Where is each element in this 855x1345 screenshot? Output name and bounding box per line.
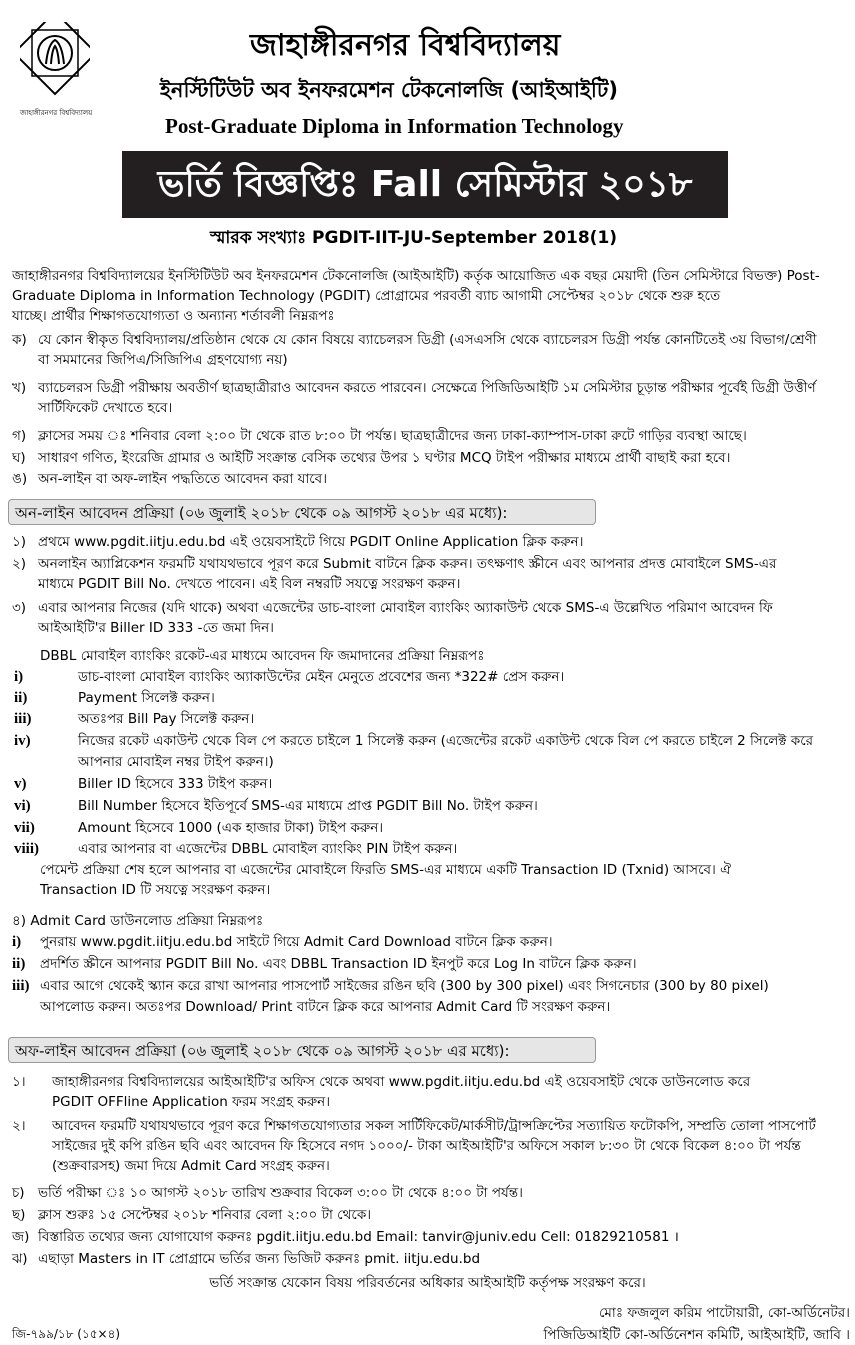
intro-line: যাচ্ছে। প্রার্থীর শিক্ষাগতযোগ্যতা ও অন্যান্য শর্তাবলী নিম্নরূপঃ [12, 308, 335, 324]
item-marker: vi) [14, 798, 31, 814]
dbbl-step [0, 796, 855, 817]
item-marker: iv) [14, 733, 31, 749]
item-line: প্রদর্শিত স্ক্রীনে আপনার PGDIT Bill No. এবং DBBL Transaction ID ইনপুট করে Log In বাটনে ক্লিক করুন। [40, 956, 637, 972]
admit-step [0, 954, 855, 975]
item-line: আবেদন ফরমটি যথাযথভাবে পূরণ করে শিক্ষাগতযোগ্যতার সকল সার্টিফিকেট/মার্কসীট/ট্রান্সক্রিপ্টের সত্যায়িত ফটোকপি, সম্প্রতি তোলা পাসপোর্ট [52, 1118, 816, 1134]
item-line: Biller ID হিসেবে 333 টাইপ করুন। [78, 776, 273, 792]
item-line: Bill Number হিসেবে ইতিপূর্বে SMS-এর মাধ্যমে প্রাপ্ত PGDIT Bill No. টাইপ করুন। [78, 798, 538, 814]
ad-code: জি-৭৯৯/১৮ (১৫×৪) [12, 1327, 121, 1341]
intro-line: জাহাঙ্গীরনগর বিশ্ববিদ্যালয়ের ইনস্টিটিউট অব ইনফরমেশন টেকনোলজি (আইআইটি) কর্তৃক আয়োজিত এক বছর মেয়াদী (তিন সেমিস্টারে বিভক্ত) Post- [12, 268, 820, 284]
note-line: Transaction ID টি সযত্নে সংরক্ষণ করুন। [40, 882, 271, 898]
item-marker: ঝ) [12, 1251, 28, 1267]
item-line: সাইজের দুই কপি রঙিন ছবি এবং আবেদন ফি হিসেবে নগদ ১০০০/- টাকা আইআইটি'র অফিসে সকাল ৮:৩০ টা থেকে বিকেল ৪:০০ টা পর্যন্ত [52, 1138, 801, 1154]
item-line: আপনার মোবাইল নম্বর টাইপ করুন।) [78, 754, 274, 770]
item-marker: ১। [12, 1074, 26, 1090]
admit-card-heading: ৪) Admit Card ডাউনলোড প্রক্রিয়া নিম্নরূপঃ [12, 913, 264, 929]
item-line: এবার আপনার বা এজেন্টের DBBL মোবাইল ব্যাংকিং PIN টাইপ করুন। [78, 841, 458, 857]
item-marker: ক) [12, 332, 27, 348]
item-line: প্রথমে www.pgdit.iitju.edu.bd এই ওয়েবসাইটে গিয়ে PGDIT Online Application ক্লিক করুন। [38, 534, 584, 550]
item-line: এবার আগে থেকেই স্ক্যান করে রাখা আপনার পাসপোর্ট সাইজের রঙিন ছবি (300 by 300 pixel) এবং সিগনেচার (300 by 80 pixel) [40, 978, 769, 994]
item-line: অতঃপর Bill Pay সিলেক্ট করুন। [78, 711, 255, 727]
item-line: আইআইটি'র Biller ID 333 -তে জমা দিন। [38, 620, 274, 636]
item-line: PGDIT OFFline Application ফরম সংগ্রহ করুন। [52, 1094, 331, 1110]
dbbl-heading: DBBL মোবাইল ব্যাংকিং রকেট-এর মাধ্যমে আবেদন ফি জমাদানের প্রক্রিয়া নিম্নরূপঃ [40, 648, 485, 664]
item-line: যে কোন স্বীকৃত বিশ্ববিদ্যালয়/প্রতিষ্ঠান থেকে যে কোন বিষয়ে ব্যাচেলরস ডিগ্রী (এসএসসি থেকে ব্যাচেলরস ডিগ্রী পর্যন্ত কোনটিতেই ৩য় বিভাগ/শ্রেণী [38, 332, 817, 348]
online-step [0, 554, 855, 594]
item-line: নিজের রকেট একাউন্ট থেকে বিল পে করতে চাইলে 1 সিলেক্ট করুন (এজেন্টের রকেট একাউন্ট থেকে বিল পে করতে চাইলে 2 সিলেক্ট করে [78, 733, 814, 749]
item-line: মাধ্যমে PGDIT Bill No. দেখতে পাবেন। এই বিল নম্বরটি সযত্নে সংরক্ষণ করুন। [38, 576, 461, 592]
item-marker: vii) [14, 820, 35, 836]
logo-caption: জাহাঙ্গীরনগর বিশ্ববিদ্যালয় [20, 108, 93, 117]
item-marker: চ) [12, 1185, 25, 1201]
item-line: আপলোড করুন। অতঃপর Download/ Print বাটনে ক্লিক করে আপনার Admit Card টি সংরক্ষণ করুন। [40, 999, 611, 1015]
offline-step [0, 1205, 855, 1225]
dbbl-step [0, 667, 855, 688]
item-marker: viii) [14, 841, 39, 857]
item-marker: গ) [12, 428, 27, 444]
intro-paragraph [12, 266, 844, 326]
item-marker: i) [14, 669, 24, 685]
item-marker: ছ) [12, 1207, 26, 1223]
item-marker: i) [12, 934, 22, 950]
online-process-heading: অন-লাইন আবেদন প্রক্রিয়া (০৬ জুলাই ২০১৮ থেকে ০৯ আগস্ট ২০১৮ এর মধ্যে): [8, 499, 596, 525]
item-line: জাহাঙ্গীরনগর বিশ্ববিদ্যালয়ের আইআইটি'র অফিস থেকে অথবা www.pgdit.iitju.edu.bd এই ওয়েবসাইট থেকে ডাউনলোড করে [52, 1074, 751, 1090]
offline-step [0, 1227, 855, 1247]
university-title: জাহাঙ্গীরনগর বিশ্ববিদ্যালয় [250, 28, 561, 63]
condition-item [0, 378, 855, 418]
intro-line: Graduate Diploma in Information Technology (PGDIT) প্রোগ্রামের পরবর্তী ব্যাচ আগামী সেপ্টেম্বর ২০১৮ থেকে শুরু হতে [12, 288, 721, 304]
item-marker: iii) [12, 978, 30, 994]
program-title: Post-Graduate Diploma in Information Technology [165, 114, 624, 138]
note-line: পেমেন্ট প্রক্রিয়া শেষ হলে আপনার বা এজেন্টের মোবাইলে ফিরতি SMS-এর মাধ্যমে একটি Transaction ID (Txnid) আসবে। ঐ [40, 862, 732, 878]
item-line: এছাড়া Masters in IT প্রোগ্রামে ভর্তির জন্য ভিজিট করুনঃ pmit. iitju.edu.bd [38, 1251, 481, 1267]
item-marker: খ) [12, 380, 27, 396]
item-marker: ঙ) [12, 471, 28, 487]
offline-step [0, 1183, 855, 1203]
offline-process-heading: অফ-লাইন আবেদন প্রক্রিয়া (০৬ জুলাই ২০১৮ থেকে ০৯ আগস্ট ২০১৮ এর মধ্যে): [8, 1037, 596, 1063]
item-line: ক্লাস শুরুঃ ১৫ সেপ্টেম্বর ২০১৮ শনিবার বেলা ২:০০ টা থেকে। [38, 1207, 372, 1223]
rights-note: ভর্তি সংক্রান্ত যেকোন বিষয় পরিবর্তনের অধিকার আইআইটি কর্তৃপক্ষ সংরক্ষণ করে। [209, 1275, 646, 1291]
memo-number: স্মারক সংখ্যাঃ PGDIT-IIT-JU-September 2018(1) [210, 228, 618, 248]
item-marker: ii) [12, 956, 26, 972]
item-marker: iii) [14, 711, 32, 727]
online-step [0, 532, 855, 552]
item-line: ভর্তি পরীক্ষা ঃ ১০ আগস্ট ২০১৮ তারিখ শুক্রবার বিকেল ৩:০০ টা থেকে ৪:০০ টা পর্যন্ত। [38, 1185, 523, 1201]
item-line: ক্লাসের সময় ঃ শনিবার বেলা ২:০০ টা থেকে রাত ৮:০০ টা পর্যন্ত। ছাত্রছাত্রীদের জন্য ঢাকা-ক্যাম্পাস-ঢাকা রুটে গাড়ির ব্যবস্থা আছে। [38, 428, 747, 444]
item-marker: ২। [12, 1118, 26, 1134]
coordinator-name: মোঃ ফজলুল করিম পাটোয়ারী, কো-অর্ডিনেটর। [598, 1305, 850, 1321]
item-line: বিস্তারিত তথ্যের জন্য যোগাযোগ করুনঃ pgdit.iitju.edu.bd Email: tanvir@juniv.edu Cell: 01829210581 । [38, 1229, 679, 1245]
item-line: Payment সিলেক্ট করুন। [78, 690, 215, 706]
item-marker: জ) [12, 1229, 30, 1245]
condition-item [0, 448, 855, 468]
offline-step [0, 1249, 855, 1269]
dbbl-step [0, 839, 855, 860]
admit-step [0, 976, 855, 1018]
item-marker: ii) [14, 690, 28, 706]
dbbl-step [0, 709, 855, 730]
committee-name: পিজিডিআইটি কো-অর্ডিনেশন কমিটি, আইআইটি, জাবি । [543, 1327, 850, 1343]
dbbl-step [0, 774, 855, 795]
item-marker: v) [14, 776, 27, 792]
condition-item [0, 469, 855, 489]
item-line: ডাচ-বাংলা মোবাইল ব্যাংকিং অ্যাকাউন্টের মেইন মেনুতে প্রবেশের জন্য *322# প্রেস করুন। [78, 669, 565, 685]
item-marker: ৩) [12, 600, 27, 616]
dbbl-step [0, 818, 855, 839]
item-line: অন-লাইন বা অফ-লাইন পদ্ধতিতে আবেদন করা যাবে। [38, 471, 328, 487]
item-line: বা সমমানের জিপিএ/সিজিপিএ গ্রহণযোগ্য নয়) [38, 352, 288, 368]
admit-step [0, 932, 855, 953]
item-marker: ঘ) [12, 450, 26, 466]
item-line: এবার আপনার নিজের (যদি থাকে) অথবা এজেন্টের ডাচ-বাংলা মোবাইল ব্যাংকিং অ্যাকাউন্ট থেকে SMS-এ উল্লেখিত পরিমাণ আবেদন ফি [38, 600, 773, 616]
item-line: পুনরায় www.pgdit.iitju.edu.bd সাইটে গিয়ে Admit Card Download বাটনে ক্লিক করুন। [40, 934, 553, 950]
institute-title: ইনস্টিটিউট অব ইনফরমেশন টেকনোলজি (আইআইটি) [160, 78, 618, 102]
online-step [0, 598, 855, 638]
university-logo [20, 22, 93, 117]
admission-banner: ভর্তি বিজ্ঞপ্তিঃ Fall সেমিস্টার ২০১৮ [122, 151, 728, 218]
item-marker: ১) [12, 534, 27, 550]
item-line: ব্যাচেলরস ডিগ্রী পরীক্ষায় অবতীর্ণ ছাত্রছাত্রীরাও আবেদন করতে পারবেন। সেক্ষেত্রে পিজিডিআইটি ১ম সেমিস্টার চূড়ান্ত পরীক্ষার পূর্বেই ডিগ্রী উত্তীর্ণ [38, 380, 816, 396]
dbbl-step [0, 731, 855, 773]
item-line: Amount হিসেবে 1000 (এক হাজার টাকা) টাইপ করুন। [78, 820, 384, 836]
offline-step [0, 1072, 855, 1112]
dbbl-note [40, 860, 846, 900]
item-line: সাধারণ গণিত, ইংরেজি গ্রামার ও আইটি সংক্রান্ত বেসিক তথ্যের উপর ১ ঘণ্টার MCQ টাইপ পরীক্ষার মাধ্যমে প্রার্থী বাছাই করা হবে। [38, 450, 731, 466]
dbbl-step [0, 688, 855, 709]
item-marker: ২) [12, 556, 27, 572]
item-line: অনলাইন অ্যাপ্লিকেশন ফরমটি যথাযথভাবে পূরণ করে Submit বাটনে ক্লিক করুন। তৎক্ষণাৎ স্ক্রীনে এবং আপনার প্রদত্ত মোবাইলে SMS-এর [38, 556, 777, 572]
item-line: (শুক্রবারসহ) জমা দিয়ে Admit Card সংগ্রহ করুন। [52, 1158, 330, 1174]
item-line: সার্টিফিকেট দেখাতে হবে। [38, 400, 173, 416]
condition-item [0, 426, 855, 446]
